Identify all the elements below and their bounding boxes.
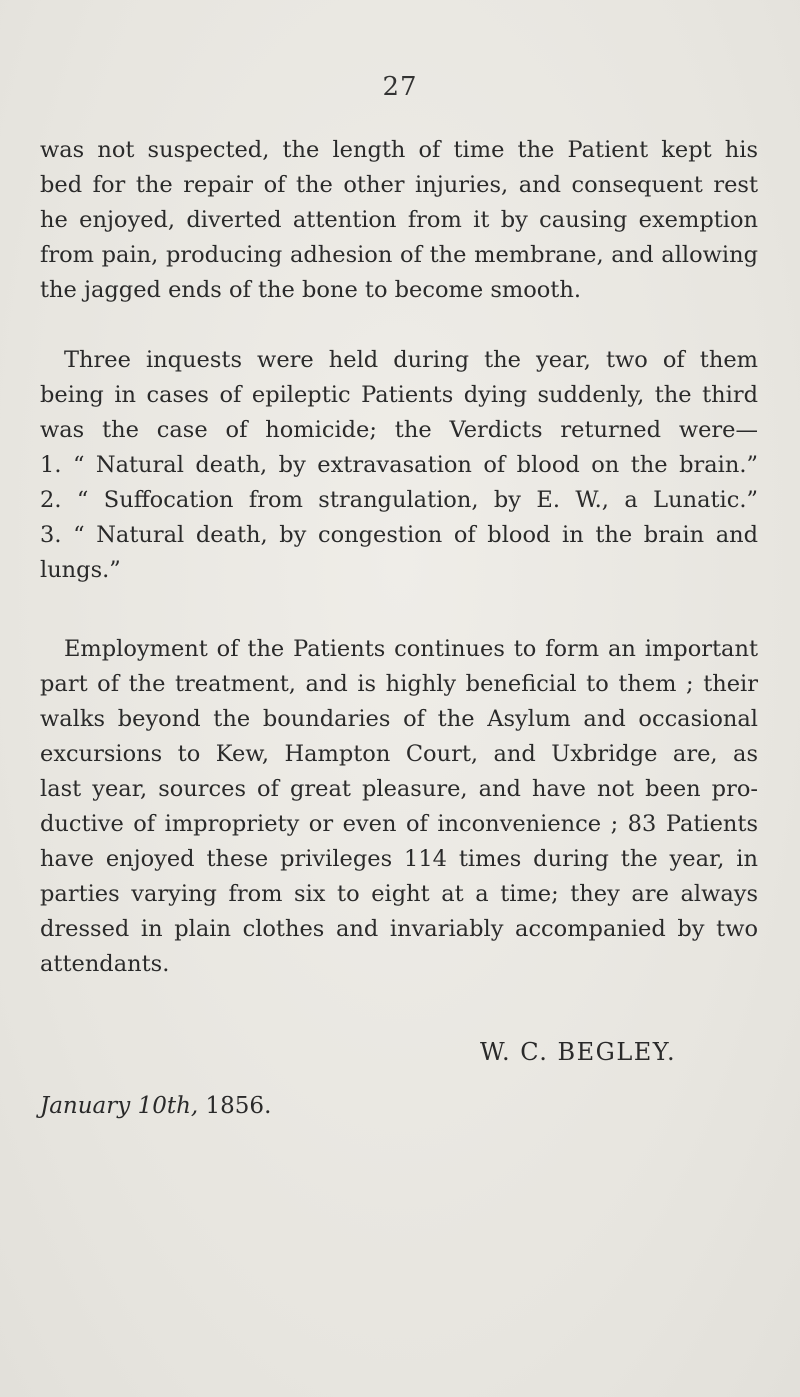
paragraph-line: ductive of impropriety or even of inconvenience ; 83 Patients	[40, 811, 758, 837]
paragraph-line: the jagged ends of the bone to become smooth.	[40, 277, 581, 303]
paragraph-line: last year, sources of great pleasure, and have not been pro-	[40, 776, 758, 802]
paragraph-inquests	[40, 343, 758, 588]
date-year: 1856.	[205, 1093, 272, 1119]
paragraph-line: have enjoyed these privileges 114 times during the year, in	[40, 846, 758, 872]
paragraph-line: was not suspected, the length of time the Patient kept his	[40, 137, 758, 163]
date-month-day: January 10th,	[40, 1093, 199, 1119]
paragraph-line: was the case of homicide; the Verdicts returned were—	[40, 417, 758, 443]
verdict-line: 2. “ Suffocation from strangulation, by E. W., a Lunatic.”	[40, 487, 758, 513]
paragraph-line: dressed in plain clothes and invariably accompanied by two	[40, 916, 758, 942]
paragraph-line: bed for the repair of the other injuries, and consequent rest	[40, 172, 758, 198]
paragraph-line: from pain, producing adhesion of the membrane, and allowing	[40, 242, 758, 268]
verdict-line: 1. “ Natural death, by extravasation of blood on the brain.”	[40, 452, 758, 478]
paragraph-line: walks beyond the boundaries of the Asylum and occasional	[40, 706, 758, 732]
paragraph-line: Employment of the Patients continues to form an important	[64, 636, 758, 662]
signature: W. C. BEGLEY.	[480, 1038, 677, 1066]
paragraph-line: Three inquests were held during the year, two of them	[64, 347, 758, 373]
page-number: 27	[382, 72, 418, 102]
paragraph-line: parties varying from six to eight at a time; they are always	[40, 881, 758, 907]
paragraph-line: he enjoyed, diverted attention from it by causing exemption	[40, 207, 758, 233]
paragraph-line: excursions to Kew, Hampton Court, and Uxbridge are, as	[40, 741, 758, 767]
verdict-line: lungs.”	[40, 557, 121, 583]
verdict-line: 3. “ Natural death, by congestion of blood in the brain and	[40, 522, 758, 548]
paragraph-employment	[40, 632, 758, 982]
paragraph-line: part of the treatment, and is highly beneficial to them ; their	[40, 671, 758, 697]
paragraph-line: attendants.	[40, 951, 170, 977]
paragraph-fracture-note	[40, 133, 758, 308]
date-line	[40, 1093, 271, 1119]
paragraph-line: being in cases of epileptic Patients dying suddenly, the third	[40, 382, 758, 408]
